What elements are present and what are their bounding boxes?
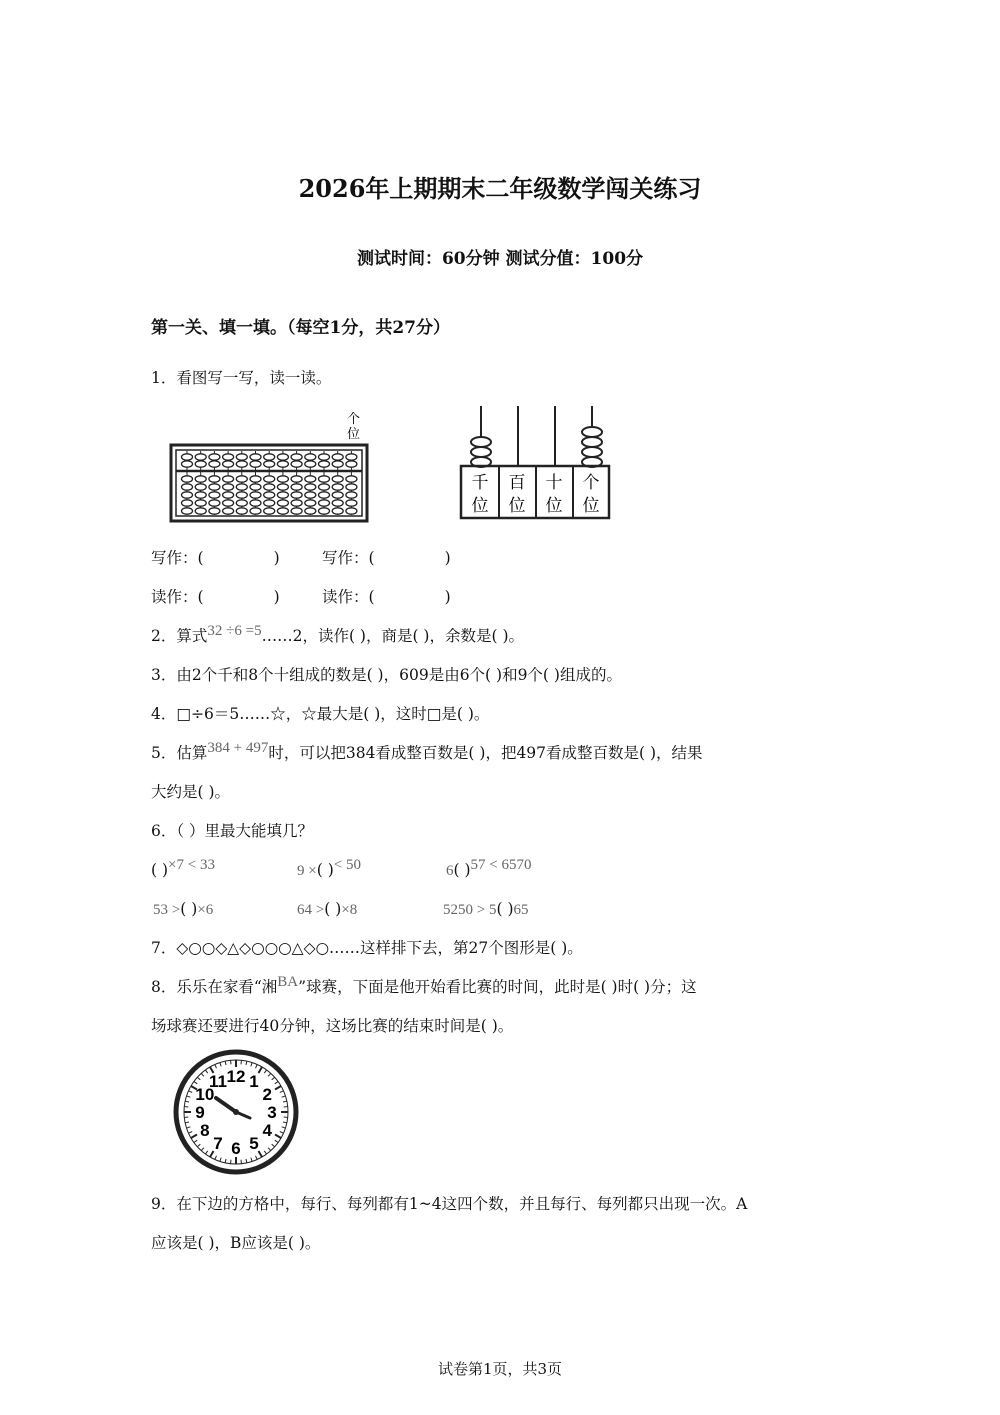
formula-division: 32 ÷6 =5 xyxy=(207,623,262,639)
abacus-bead xyxy=(319,508,330,514)
q6-item-3: 6( )57 < 6570 xyxy=(446,857,532,879)
clock-number: 6 xyxy=(231,1139,241,1158)
abacus-bead xyxy=(250,492,261,498)
beads-ones xyxy=(582,427,602,467)
question-8-line-2: 场球赛还要进行40分钟，这场比赛的结束时间是( )。 xyxy=(151,1017,514,1035)
abacus-bead xyxy=(264,461,275,467)
abacus-bead xyxy=(250,476,261,482)
clock-figure xyxy=(172,1048,302,1176)
clock-number: 5 xyxy=(249,1134,259,1154)
abacus-bead xyxy=(182,508,193,514)
question-5: 5．估算384 + 497时，可以把384看成整百数是( )，把497看成整百数是( )，结果 xyxy=(151,740,703,762)
abacus-bead xyxy=(182,476,193,482)
place-value-abacus xyxy=(455,402,615,524)
abacus-bead xyxy=(332,454,343,460)
label-wei-3: 位 xyxy=(545,496,563,515)
abacus-bead xyxy=(250,461,261,467)
abacus-bead xyxy=(250,500,261,506)
clock-center-pin xyxy=(233,1109,239,1115)
abacus-bead xyxy=(346,454,357,460)
abacus-bead xyxy=(236,508,247,514)
clock-number: 2 xyxy=(262,1085,272,1104)
abacus-bead xyxy=(346,461,357,467)
write-answer-1: 写作：( ) xyxy=(151,549,280,567)
abacus-bead xyxy=(236,484,247,490)
abacus-bead xyxy=(264,500,275,506)
clock-number: 7 xyxy=(213,1134,223,1154)
abacus-bead xyxy=(305,508,316,514)
page-subtitle: 测试时间：60分钟 测试分值：100分 xyxy=(356,249,644,269)
label-wei-2: 位 xyxy=(508,496,526,515)
question-3: 3．由2个千和8个十组成的数是( )，609是由6个( )和9个( )组成的。 xyxy=(151,666,622,684)
q6-item-6: 5250 > 5( )65 xyxy=(443,900,529,918)
abacus-bead xyxy=(319,500,330,506)
abacus-bead xyxy=(346,476,357,482)
abacus-bead xyxy=(250,508,261,514)
abacus-bead xyxy=(223,500,234,506)
question-2: 2．算式32 ÷6 =5……2，读作( )，商是( )，余数是( )。 xyxy=(151,623,525,645)
label-shi: 十 xyxy=(545,473,563,492)
abacus-bead xyxy=(332,476,343,482)
abacus-bead xyxy=(195,454,206,460)
abacus-bead xyxy=(209,476,220,482)
abacus-bead xyxy=(332,492,343,498)
abacus-bead xyxy=(264,454,275,460)
clock-number: 12 xyxy=(226,1067,246,1086)
abacus-bead xyxy=(332,508,343,514)
abacus-bead xyxy=(236,454,247,460)
abacus-beads xyxy=(182,451,357,515)
question-6: 6．（ ）里最大能填几？ xyxy=(151,822,314,840)
abacus-bead xyxy=(277,508,288,514)
abacus-bead xyxy=(291,454,302,460)
clock-number: 3 xyxy=(267,1103,277,1122)
abacus-bead xyxy=(277,476,288,482)
page-title: 2026年上期期末二年级数学闯关练习 xyxy=(298,174,702,203)
label-bai: 百 xyxy=(508,473,526,492)
abacus-bead xyxy=(277,500,288,506)
abacus-bead xyxy=(236,500,247,506)
label-ge: 个 xyxy=(582,473,600,492)
abacus-bead xyxy=(195,476,206,482)
read-answer-2: 读作：( ) xyxy=(322,588,451,606)
abacus-bead xyxy=(209,454,220,460)
abacus-bead xyxy=(195,508,206,514)
abacus-bead xyxy=(319,484,330,490)
clock-number: 4 xyxy=(262,1121,272,1140)
abacus-bead xyxy=(291,484,302,490)
abacus-bead xyxy=(223,508,234,514)
abacus-bead xyxy=(291,461,302,467)
abacus-bead xyxy=(319,461,330,467)
clock-number: 8 xyxy=(200,1121,210,1140)
abacus-bead xyxy=(305,461,316,467)
abacus-bead xyxy=(182,484,193,490)
abacus-bead xyxy=(346,508,357,514)
abacus-bead xyxy=(277,461,288,467)
abacus-bead xyxy=(223,454,234,460)
abacus-label-top: 个 xyxy=(347,411,361,426)
abacus-bead xyxy=(305,454,316,460)
abacus-bead xyxy=(291,492,302,498)
abacus-bead xyxy=(332,500,343,506)
abacus-bead xyxy=(209,492,220,498)
abacus-bead xyxy=(305,500,316,506)
label-wei-1: 位 xyxy=(471,496,489,515)
question-1: 1．看图写一写，读一读。 xyxy=(151,369,332,387)
abacus-bead xyxy=(182,492,193,498)
abacus-bead xyxy=(264,476,275,482)
abacus-bead xyxy=(250,484,261,490)
abacus-bead xyxy=(236,476,247,482)
abacus-bead xyxy=(223,476,234,482)
abacus-bead xyxy=(277,454,288,460)
abacus-bead xyxy=(291,500,302,506)
abacus-bead xyxy=(346,500,357,506)
abacus-bead xyxy=(264,508,275,514)
formula-estimate: 384 + 497 xyxy=(207,740,269,756)
label-wei-4: 位 xyxy=(582,496,600,515)
abacus-bead xyxy=(346,492,357,498)
question-5-line-2: 大约是( )。 xyxy=(151,783,231,801)
abacus-bead xyxy=(332,484,343,490)
q6-item-5: 64 >( )×8 xyxy=(297,900,358,918)
abacus-bead xyxy=(277,492,288,498)
abacus-bead xyxy=(209,461,220,467)
abacus-figure xyxy=(165,405,375,525)
abacus-bead xyxy=(223,492,234,498)
question-7: 7．◇○○◇△◇○○○△◇○……这样排下去，第27个图形是( )。 xyxy=(151,939,583,957)
section-heading: 第一关、填一填。（每空1分，共27分） xyxy=(151,318,450,338)
abacus-bead xyxy=(291,508,302,514)
beads-thousands xyxy=(471,437,491,467)
abacus-bead xyxy=(195,461,206,467)
abacus-bead xyxy=(236,461,247,467)
abacus-bead xyxy=(195,500,206,506)
abacus-bead xyxy=(236,492,247,498)
q6-item-2: 9 ×( )< 50 xyxy=(297,857,361,879)
q6-item-4: 53 >( )×6 xyxy=(153,900,214,918)
abacus-bead xyxy=(209,508,220,514)
abacus-bead xyxy=(332,461,343,467)
abacus-bead xyxy=(319,454,330,460)
question-9: 9．在下边的方格中，每行、每列都有1~4这四个数，并且每行、每列都只出现一次。A xyxy=(151,1195,748,1213)
abacus-bead xyxy=(346,484,357,490)
abacus-bead xyxy=(305,476,316,482)
question-4: 4．□÷6＝5……☆，☆最大是( )，这时□是( )。 xyxy=(151,705,490,723)
clock-number: 10 xyxy=(195,1085,215,1104)
write-answer-2: 写作：( ) xyxy=(322,549,451,567)
abacus-bead xyxy=(195,492,206,498)
abacus-bead xyxy=(195,484,206,490)
page-footer: 试卷第1页，共3页 xyxy=(437,1360,563,1378)
abacus-bead xyxy=(209,500,220,506)
q6-item-1: ( )×7 < 33 xyxy=(151,857,215,879)
abacus-bead xyxy=(264,484,275,490)
clock-number: 9 xyxy=(195,1103,205,1122)
abacus-bead xyxy=(264,492,275,498)
question-8: 8．乐乐在家看“湘BA”球赛，下面是他开始看比赛的时间，此时是( )时( )分；这 xyxy=(151,974,697,996)
abacus-bead xyxy=(319,476,330,482)
abacus-bead xyxy=(319,492,330,498)
formula-ba: BA xyxy=(277,974,299,990)
label-qian: 千 xyxy=(471,473,489,492)
abacus-bead xyxy=(209,484,220,490)
abacus-bead xyxy=(305,484,316,490)
abacus-bead xyxy=(182,461,193,467)
abacus-bead xyxy=(250,454,261,460)
abacus-bead xyxy=(305,492,316,498)
abacus-bead xyxy=(223,484,234,490)
abacus-bead xyxy=(291,476,302,482)
abacus-bead xyxy=(182,500,193,506)
abacus-bead xyxy=(223,461,234,467)
abacus-bead xyxy=(277,484,288,490)
abacus-label-bottom: 位 xyxy=(347,426,361,441)
read-answer-1: 读作：( ) xyxy=(151,588,280,606)
clock-number: 11 xyxy=(209,1071,227,1091)
clock-number: 1 xyxy=(249,1071,259,1091)
abacus-bead xyxy=(182,454,193,460)
question-9-line-2: 应该是( )，B应该是( )。 xyxy=(151,1234,321,1252)
